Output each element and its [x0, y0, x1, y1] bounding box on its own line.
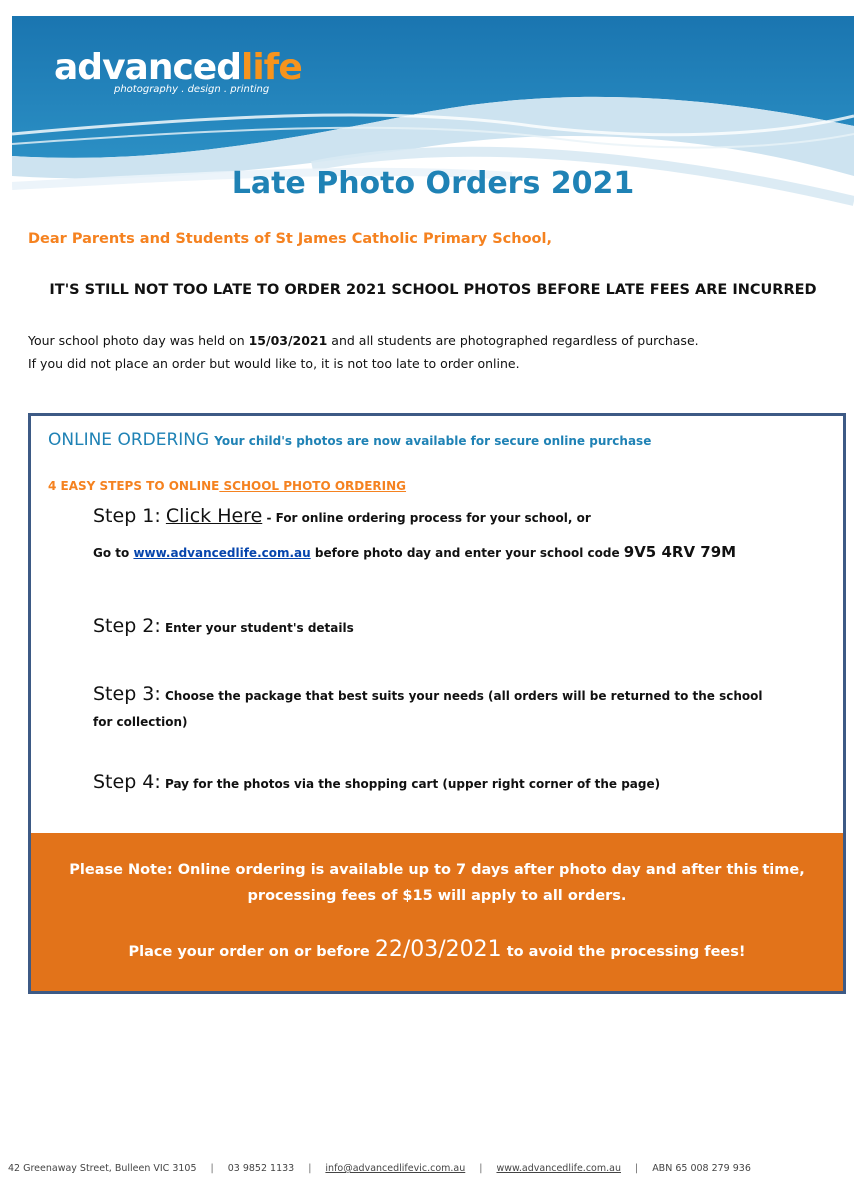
footer-website-link[interactable]: www.advancedlife.com.au — [496, 1163, 621, 1174]
step-1-goto: Go to — [93, 546, 134, 560]
logo-text-life: life — [240, 47, 302, 88]
notice-line-3-post: to avoid the processing fees! — [501, 944, 746, 960]
processing-fee-notice — [31, 833, 843, 991]
footer-phone: 03 9852 1133 — [227, 1163, 295, 1174]
online-ordering-heading — [48, 430, 651, 450]
notice-line-1: Please Note: Online ordering is available up to 7 days after photo day and after this time, — [69, 862, 805, 878]
step-1-label: Step 1: — [93, 505, 161, 527]
photo-date: 15/03/2021 — [248, 333, 328, 348]
step-1-line2-text: before photo day and enter your school code — [310, 546, 624, 560]
footer-separator: | — [308, 1163, 312, 1174]
intro-paragraph — [28, 329, 699, 375]
step-3-text: Choose the package that best suits your needs (all orders will be returned to the school — [160, 689, 763, 703]
step-4 — [93, 771, 660, 793]
headline: IT'S STILL NOT TOO LATE TO ORDER 2021 SCHOOL PHOTOS BEFORE LATE FEES ARE INCURRED — [49, 282, 817, 298]
step-1 — [93, 505, 591, 527]
school-code: 9V5 4RV 79M — [623, 543, 737, 561]
notice-lines — [31, 857, 843, 909]
logo-text-advanced: advanced — [54, 47, 241, 88]
footer-separator: | — [210, 1163, 214, 1174]
easy-steps-underlined: SCHOOL PHOTO ORDERING — [219, 479, 407, 493]
step-2-text: Enter your student's details — [160, 621, 354, 635]
notice-line-3-pre: Place your order on or before — [128, 944, 375, 960]
page-title: Late Photo Orders 2021 — [231, 166, 635, 201]
step-3-label: Step 3: — [93, 683, 161, 705]
step-4-text: Pay for the photos via the shopping cart (upper right corner of the page) — [160, 777, 661, 791]
intro-line2: If you did not place an order but would like to, it is not too late to order online. — [28, 356, 520, 371]
online-ordering-box — [28, 413, 846, 994]
notice-line-2: processing fees of $15 will apply to all orders. — [247, 888, 627, 904]
footer-separator: | — [634, 1163, 639, 1174]
brand-logo — [54, 47, 302, 95]
website-link[interactable]: www.advancedlife.com.au — [133, 546, 311, 560]
step-3-text-2: for collection) — [93, 715, 188, 729]
step-2 — [93, 615, 354, 637]
notice-deadline-line — [31, 937, 843, 962]
footer-separator: | — [479, 1163, 483, 1174]
deadline-date: 22/03/2021 — [374, 937, 502, 962]
step-2-label: Step 2: — [93, 615, 161, 637]
footer-address: 42 Greenaway Street, Bulleen VIC 3105 — [8, 1163, 197, 1174]
easy-steps-heading — [48, 479, 406, 493]
greeting: Dear Parents and Students of St James Catholic Primary School, — [28, 231, 552, 247]
step-1-line2 — [93, 542, 736, 561]
step-4-label: Step 4: — [93, 771, 161, 793]
easy-steps-text: 4 EASY STEPS TO ONLINE — [48, 479, 220, 493]
step-1-text: - For online ordering process for your school, or — [262, 511, 591, 525]
online-heading-text: ONLINE ORDERING — [48, 430, 210, 450]
footer-abn: ABN 65 008 279 936 — [652, 1163, 751, 1174]
click-here-link[interactable]: Click Here — [165, 505, 263, 527]
intro-line1-post: and all students are photographed regardless of purchase. — [327, 333, 699, 348]
online-subheading-text: Your child's photos are now available for secure online purchase — [214, 434, 652, 448]
logo-tagline: photography . design . printing — [114, 84, 270, 95]
intro-line1-pre: Your school photo day was held on — [28, 333, 249, 348]
step-3 — [93, 681, 833, 735]
footer — [8, 1163, 751, 1174]
footer-email-link[interactable]: info@advancedlifevic.com.au — [325, 1163, 466, 1174]
